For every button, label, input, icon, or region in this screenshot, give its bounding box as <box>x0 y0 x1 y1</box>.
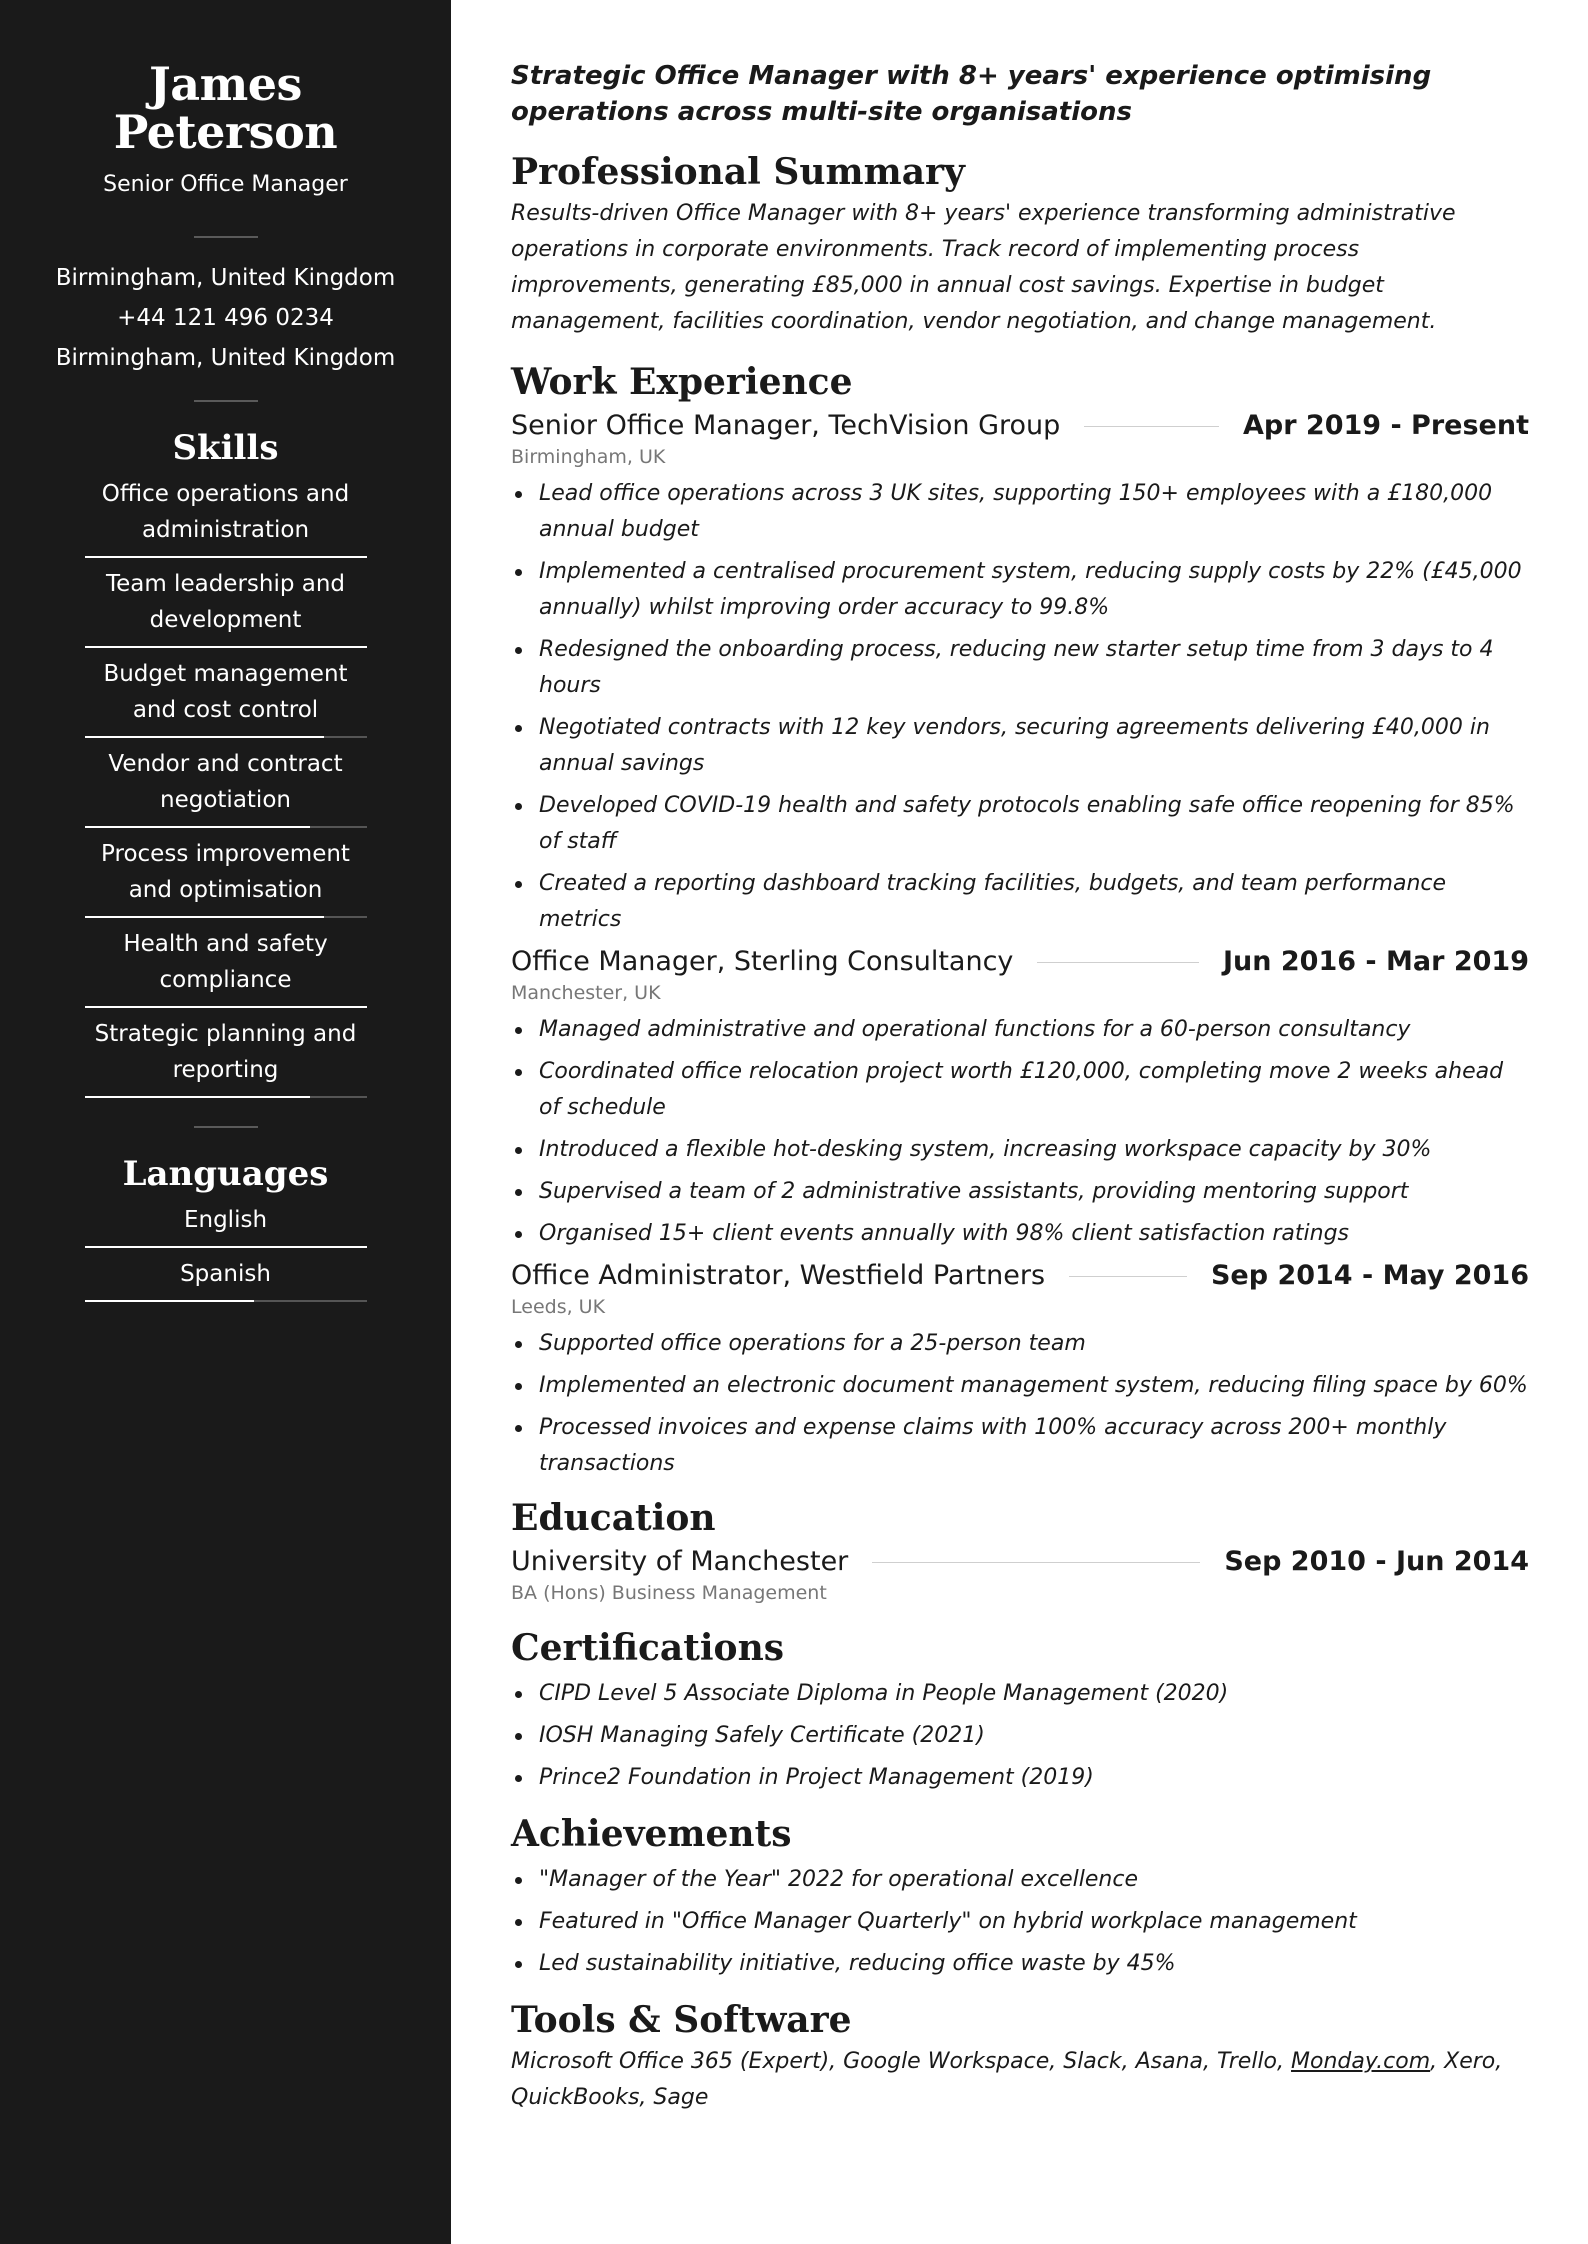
skill-label: Office operations and administration <box>101 481 350 543</box>
achievements-list <box>511 1862 1529 1982</box>
certification-item: CIPD Level 5 Associate Diploma in People Management (2020) <box>511 1676 1529 1712</box>
sidebar <box>0 0 451 2244</box>
separator-line <box>1084 426 1219 427</box>
summary-heading: Professional Summary <box>511 151 965 193</box>
separator-line <box>872 1562 1200 1563</box>
job-bullet: Created a reporting dashboard tracking facilities, budgets, and team performance metrics <box>511 866 1529 938</box>
job-location: Birmingham, UK <box>511 446 666 468</box>
tools-list-start: Microsoft Office 365 (Expert), Google Workspace, Slack, Asana, Trello, <box>511 2049 1292 2074</box>
languages-heading: Languages <box>122 1154 329 1194</box>
job-bullets <box>511 1326 1529 1482</box>
job-title: Office Manager, Sterling Consultancy <box>511 946 1014 977</box>
divider <box>194 1126 258 1128</box>
tagline: Strategic Office Manager with 8+ years' experience optimising operations across multi-site organisations <box>511 61 1432 127</box>
education-header <box>511 1544 1529 1580</box>
job-dates: Sep 2014 - May 2016 <box>1210 1260 1529 1291</box>
achievement-item: "Manager of the Year" 2022 for operational excellence <box>511 1862 1529 1898</box>
tools-list-end: , Xero, QuickBooks, Sage <box>511 2049 1503 2110</box>
job-bullet: Implemented an electronic document management system, reducing filing space by 60% <box>511 1368 1529 1404</box>
job-bullet: Supported office operations for a 25-person team <box>511 1326 1529 1362</box>
skills-heading: Skills <box>172 428 279 468</box>
skill-item <box>85 564 367 648</box>
job-bullet: Supervised a team of 2 administrative assistants, providing mentoring support <box>511 1174 1529 1210</box>
skill-label: Team leadership and development <box>105 571 346 633</box>
job-entry <box>511 408 1529 938</box>
job-dates: Jun 2016 - Mar 2019 <box>1223 946 1529 977</box>
skill-bar-fill <box>85 916 325 918</box>
skill-label: Vendor and contract negotiation <box>108 751 343 813</box>
certifications-list <box>511 1676 1529 1796</box>
contact-location: Birmingham, United Kingdom <box>55 265 396 291</box>
candidate-title: Senior Office Manager <box>103 172 348 197</box>
job-bullet: Negotiated contracts with 12 key vendors, securing agreements delivering £40,000 in annual savings <box>511 710 1529 782</box>
skill-label: Strategic planning and reporting <box>94 1021 357 1083</box>
experience-heading: Work Experience <box>511 361 853 403</box>
skill-bar-fill <box>85 736 325 738</box>
skill-bar-fill <box>85 556 367 558</box>
job-bullet: Implemented a centralised procurement system, reducing supply costs by 22% (£45,000 annually) whilst improving order accuracy to 99.8% <box>511 554 1529 626</box>
language-label: Spanish <box>180 1261 271 1287</box>
tools-link-monday[interactable]: Monday.com <box>1291 2049 1431 2074</box>
summary-text: Results-driven Office Manager with 8+ years' experience transforming administrative operations in corporate environments. Track record of implementing process improvements, generating £85,000 in annual cost savings. Expertise in budget management, facilities coordination, vendor negotiation, and change management. <box>511 201 1456 334</box>
job-entry <box>511 1258 1529 1482</box>
job-bullet: Introduced a flexible hot-desking system, increasing workspace capacity by 30% <box>511 1132 1529 1168</box>
contact-phone: +44 121 496 0234 <box>117 305 334 331</box>
job-header <box>511 408 1529 444</box>
education-dates: Sep 2010 - Jun 2014 <box>1224 1546 1529 1577</box>
job-location: Leeds, UK <box>511 1296 606 1318</box>
last-name: Peterson <box>113 105 338 159</box>
job-entry <box>511 944 1529 1252</box>
skill-label: Health and safety compliance <box>123 931 328 993</box>
separator-line <box>1037 962 1199 963</box>
job-bullets <box>511 1012 1529 1252</box>
skill-bar-fill <box>85 646 367 648</box>
first-name: James <box>149 57 302 111</box>
education-heading: Education <box>511 1497 716 1539</box>
achievement-item: Featured in "Office Manager Quarterly" on hybrid workplace management <box>511 1904 1529 1940</box>
skills-list <box>85 474 367 1098</box>
skill-label: Process improvement and optimisation <box>101 841 350 903</box>
job-bullet: Redesigned the onboarding process, reducing new starter setup time from 3 days to 4 hours <box>511 632 1529 704</box>
skill-bar-fill <box>85 1006 367 1008</box>
job-bullet: Managed administrative and operational functions for a 60-person consultancy <box>511 1012 1529 1048</box>
skill-item <box>85 474 367 558</box>
language-bar-fill <box>85 1246 367 1248</box>
languages-list <box>85 1200 367 1302</box>
tools-text <box>511 2044 1529 2116</box>
candidate-name <box>0 57 451 159</box>
job-header <box>511 944 1529 980</box>
language-item <box>85 1254 367 1302</box>
certification-item: IOSH Managing Safely Certificate (2021) <box>511 1718 1529 1754</box>
job-header <box>511 1258 1529 1294</box>
job-bullet: Processed invoices and expense claims with 100% accuracy across 200+ monthly transactions <box>511 1410 1529 1482</box>
job-bullet: Lead office operations across 3 UK sites, supporting 150+ employees with a £180,000 annual budget <box>511 476 1529 548</box>
job-location: Manchester, UK <box>511 982 661 1004</box>
job-title: Office Administrator, Westfield Partners <box>511 1260 1046 1291</box>
language-bar-fill <box>85 1300 254 1302</box>
education-school: University of Manchester <box>511 1546 849 1577</box>
skill-item <box>85 654 367 738</box>
skill-item <box>85 1014 367 1098</box>
skill-bar-fill <box>85 826 311 828</box>
job-title: Senior Office Manager, TechVision Group <box>511 410 1061 441</box>
job-bullet: Organised 15+ client events annually with 98% client satisfaction ratings <box>511 1216 1529 1252</box>
language-label: English <box>183 1207 268 1233</box>
contact-location-2: Birmingham, United Kingdom <box>55 345 396 371</box>
skill-bar-fill <box>85 1096 311 1098</box>
divider <box>194 400 258 402</box>
skill-label: Budget management and cost control <box>103 661 348 723</box>
job-dates: Apr 2019 - Present <box>1242 410 1529 441</box>
language-item <box>85 1200 367 1248</box>
achievement-item: Led sustainability initiative, reducing office waste by 45% <box>511 1946 1529 1982</box>
contact-info <box>0 258 451 378</box>
certification-item: Prince2 Foundation in Project Management (2019) <box>511 1760 1529 1796</box>
certifications-heading: Certifications <box>511 1627 785 1669</box>
main-content <box>511 58 1529 2116</box>
divider <box>194 236 258 238</box>
education-entry <box>511 1544 1529 1606</box>
skill-item <box>85 744 367 828</box>
education-degree: BA (Hons) Business Management <box>511 1582 827 1604</box>
job-bullet: Coordinated office relocation project worth £120,000, completing move 2 weeks ahead of schedule <box>511 1054 1529 1126</box>
skill-item <box>85 924 367 1008</box>
job-bullet: Developed COVID-19 health and safety protocols enabling safe office reopening for 85% of staff <box>511 788 1529 860</box>
achievements-heading: Achievements <box>511 1813 792 1855</box>
skill-item <box>85 834 367 918</box>
separator-line <box>1069 1276 1187 1277</box>
job-bullets <box>511 476 1529 938</box>
tools-heading: Tools & Software <box>511 1999 852 2041</box>
